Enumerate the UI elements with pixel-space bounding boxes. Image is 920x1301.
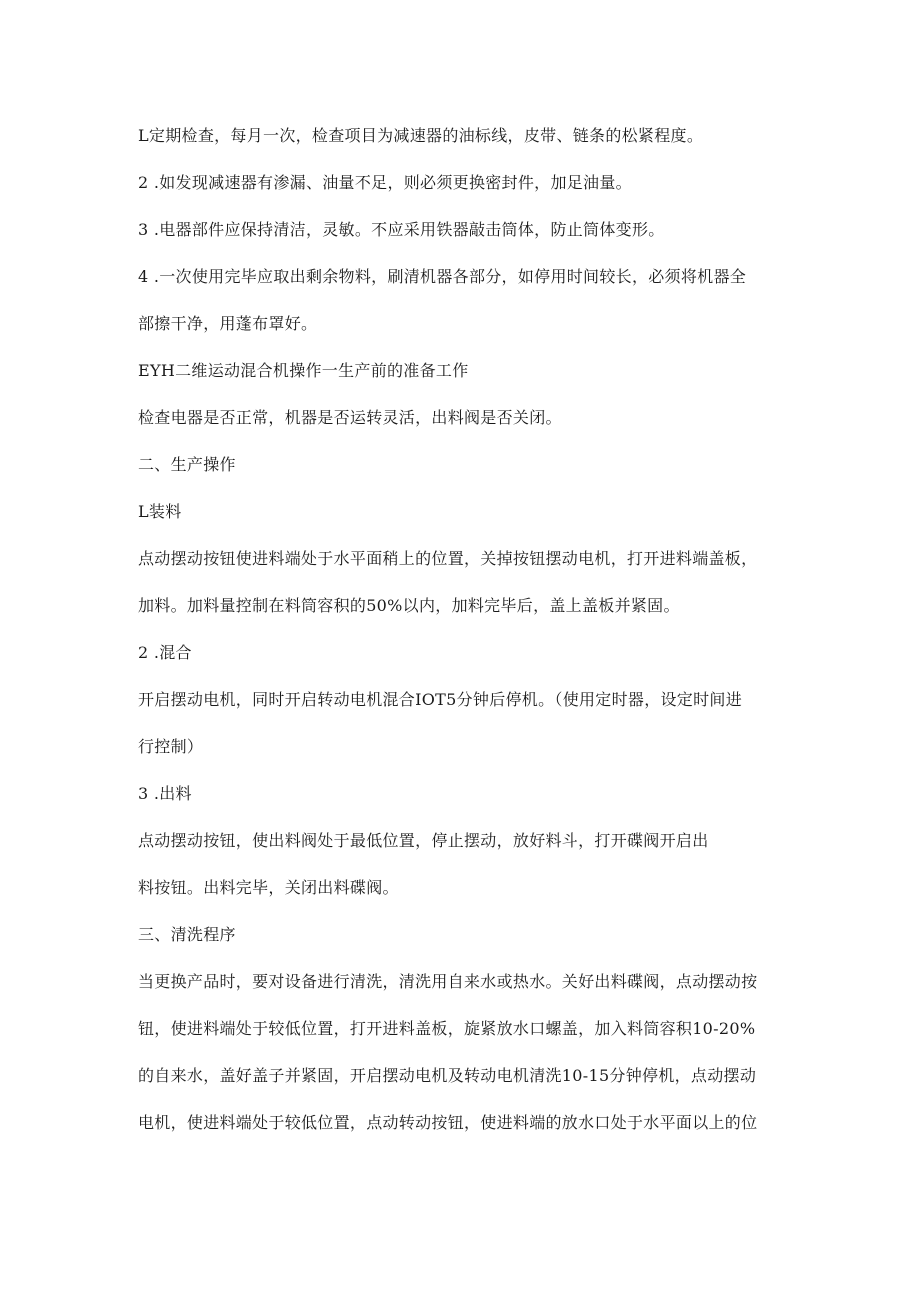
subheading-loading: L装料 xyxy=(138,502,182,521)
text-line-loading-2: 加料。加料量控制在料筒容积的50%以内，加料完毕后，盖上盖板并紧固。 xyxy=(138,596,680,615)
text-line-preparation: 检查电器是否正常，机器是否运转灵活，出料阀是否关闭。 xyxy=(138,408,562,427)
text-line-cleaning-2: 钮，使进料端处于较低位置，打开进料盖板，旋紧放水口螺盖，加入料筒容积10-20% xyxy=(138,1019,756,1038)
text-line-cleaning-4: 电机，使进料端处于较低位置，点动转动按钮，使进料端的放水口处于水平面以上的位 xyxy=(138,1113,758,1132)
text-line-maintenance-4-cont: 部擦干净，用蓬布罩好。 xyxy=(138,314,318,333)
document-body xyxy=(138,118,798,1152)
subheading-mixing: 2 .混合 xyxy=(138,643,192,662)
section-heading-operation: 二、生产操作 xyxy=(138,455,236,474)
subheading-discharge: 3 .出料 xyxy=(138,784,192,803)
text-line-maintenance-4: 4 .一次使用完毕应取出剩余物料，刷清机器各部分，如停用时间较长，必须将机器全 xyxy=(138,267,747,286)
text-line-maintenance-1: L定期检查，每月一次，检查项目为减速器的油标线，皮带、链条的松紧程度。 xyxy=(138,126,704,145)
text-line-mixing-2: 行控制） xyxy=(138,737,204,756)
text-line-discharge-2: 料按钮。出料完毕，关闭出料碟阀。 xyxy=(138,878,399,897)
section-heading-preparation: EYH二维运动混合机操作一生产前的准备工作 xyxy=(138,361,469,380)
text-line-cleaning-3: 的自来水，盖好盖子并紧固，开启摆动电机及转动电机清洗10-15分钟停机，点动摆动 xyxy=(138,1066,757,1085)
text-line-cleaning-1: 当更换产品时，要对设备进行清洗，清洗用自来水或热水。关好出料碟阀，点动摆动按 xyxy=(138,972,758,991)
text-line-loading-1: 点动摆动按钮使进料端处于水平面稍上的位置，关掉按钮摆动电机，打开进料端盖板， xyxy=(138,549,758,568)
text-line-maintenance-3: 3 .电器部件应保持清洁，灵敏。不应采用铁器敲击筒体，防止筒体变形。 xyxy=(138,220,665,239)
text-line-discharge-1: 点动摆动按钮，使出料阀处于最低位置，停止摆动，放好料斗，打开碟阀开启出 xyxy=(138,831,709,850)
text-line-maintenance-2: 2 .如发现减速器有渗漏、油量不足，则必须更换密封件，加足油量。 xyxy=(138,173,632,192)
text-line-mixing-1: 开启摆动电机，同时开启转动电机混合IOT5分钟后停机。（使用定时器，设定时间进 xyxy=(138,690,742,709)
section-heading-cleaning: 三、清洗程序 xyxy=(138,925,236,944)
